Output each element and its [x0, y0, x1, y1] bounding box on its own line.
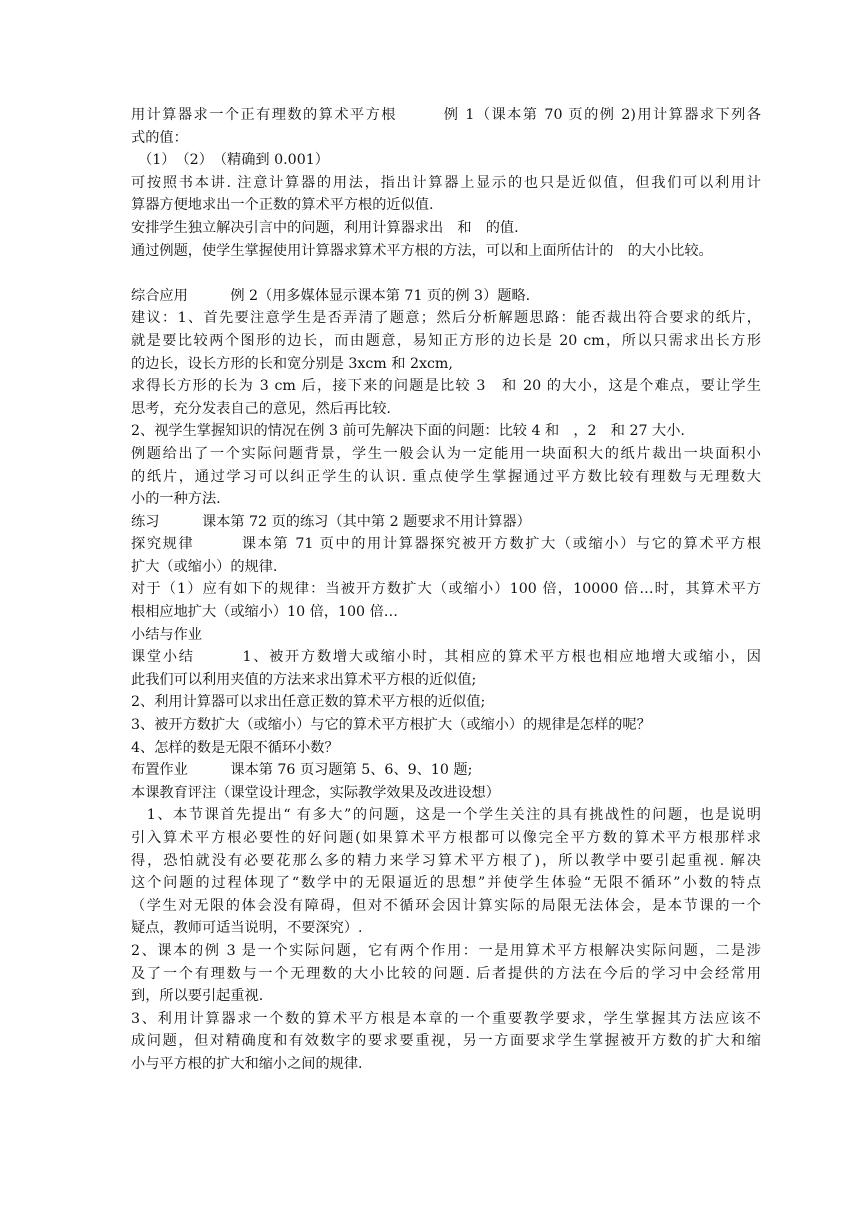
- text-line: 思考，充分发表自己的意见，然后再比较.: [131, 400, 391, 417]
- text-line: 疑点，教师可适当说明，不要深究）.: [131, 920, 363, 937]
- text-line: 例题给出了一个实际问题背景，学生一般会认为一定能用一块面积大的纸片裁出一块面积小: [131, 445, 761, 462]
- text-line: 及了一个有理数与一个无理数的大小比较的问题. 后者提供的方法在今后的学习中会经常用: [131, 965, 761, 982]
- text-line: （学生对无限的体会没有障碍，但对不循环会因计算实际的局限无法体会，是本节课的一个: [131, 897, 761, 914]
- text-line: 通过例题，使学生掌握使用计算器求算术平方根的方法，可以和上面所估计的 的大小比较。: [131, 242, 713, 259]
- text-line: 布置作业 课本第 76 页习题第 5、6、9、10 题;: [131, 762, 473, 779]
- text-line: 小与平方根的扩大和缩小之间的规律.: [131, 1055, 363, 1072]
- document-body: [131, 104, 761, 1076]
- text-line: 用计算器求一个正有理数的算术平方根 例 1（课本第 70 页的例 2)用计算器求下列各: [131, 107, 761, 123]
- text-line: （1） （2） （精确到 0.001）: [131, 152, 329, 169]
- text-line: 成问题，但对精确度和有效数字的要求要重视，另一方面要求学生掌握被开方数的扩大和缩: [131, 1033, 761, 1050]
- text-line: 得，恐怕就没有必要花那么多的精力来学习算术平方根了)，所以教学中要引起重视. 解决: [131, 852, 761, 869]
- text-line: 扩大（或缩小）的规律.: [131, 558, 278, 575]
- text-line: 2、视学生掌握知识的情况在例 3 前可先解决下面的问题：比较 4 和 ，2 和 27 大小.: [131, 423, 685, 440]
- text-line: 安排学生独立解决引言中的问题，利用计算器求出 和 的值.: [131, 219, 519, 236]
- text-line: 根相应地扩大（或缩小）10 倍，100 倍…: [131, 604, 398, 621]
- text-line: 的纸片，通过学习可以纠正学生的认识. 重点使学生掌握通过平方数比较有理数与无理数大: [131, 468, 761, 485]
- blank-line: [131, 262, 761, 285]
- text-line: 此我们可以利用夹值的方法来求出算术平方根的近似值;: [131, 671, 477, 688]
- text-line: 建议：1、首先要注意学生是否弄清了题意；然后分析解题思路：能否裁出符合要求的纸片，: [131, 310, 761, 327]
- text-line: 小的一种方法.: [131, 491, 221, 508]
- text-line: 练习 课本第 72 页的练习（其中第 2 题要求不用计算器）: [131, 513, 531, 530]
- text-line: 就是要比较两个图形的边长，而由题意，易知正方形的边长是 20 cm，所以只需求出长方形: [131, 332, 761, 349]
- text-line: 本课教育评注（课堂设计理念，实际教学效果及改进设想）: [131, 784, 500, 801]
- text-line: 2、课本的例 3 是一个实际问题，它有两个作用：一是用算术平方根解决实际问题，二是涉: [131, 942, 761, 959]
- text-line: 的边长，设长方形的长和宽分别是 3xcm 和 2xcm,: [131, 355, 453, 372]
- text-line: 算器方便地求出一个正数的算术平方根的近似值.: [131, 197, 434, 214]
- text-line: 4、怎样的数是无限不循环小数？: [131, 739, 339, 756]
- text-line: 课堂小结 1、被开方数增大或缩小时，其相应的算术平方根也相应地增大或缩小，因: [131, 649, 761, 666]
- text-line: 综合应用 例 2（用多媒体显示课本第 71 页的例 3）题略.: [131, 287, 531, 304]
- text-line: 式的值：: [131, 129, 188, 146]
- text-line: 3、被开方数扩大（或缩小）与它的算术平方根扩大（或缩小）的规律是怎样的呢？: [131, 717, 651, 734]
- text-line: 引入算术平方根必要性的好问题(如果算术平方根都可以像完全平方数的算术平方根那样求: [131, 830, 761, 846]
- text-line: 3、利用计算器求一个数的算术平方根是本章的一个重要教学要求，学生掌握其方法应该不: [131, 1010, 761, 1027]
- text-line: 这个问题的过程体现了“数学中的无限逼近的思想”并使学生体验“无限不循环”小数的特点: [131, 875, 761, 892]
- section-heading: 小结与作业: [131, 626, 202, 643]
- text-line: 可按照书本讲. 注意计算器的用法，指出计算器上显示的也只是近似值，但我们可以利用计: [131, 174, 761, 191]
- text-line: 到，所以要引起重视.: [131, 988, 264, 1005]
- text-line: 对于（1）应有如下的规律：当被开方数扩大（或缩小）100 倍，10000 倍…时，其算术平方: [131, 581, 761, 598]
- text-line: 求得长方形的长为 3 cm 后，接下来的问题是比较 3 和 20 的大小，这是个难点，要让学生: [131, 378, 761, 395]
- text-line: 探究规律 课本第 71 页中的用计算器探究被开方数扩大（或缩小）与它的算术平方根: [131, 536, 761, 553]
- text-line: 1、本节课首先提出“ 有多大”的问题，这是一个学生关注的具有挑战性的问题，也是说明: [131, 807, 761, 824]
- text-line: 2、利用计算器可以求出任意正数的算术平方根的近似值;: [131, 694, 486, 711]
